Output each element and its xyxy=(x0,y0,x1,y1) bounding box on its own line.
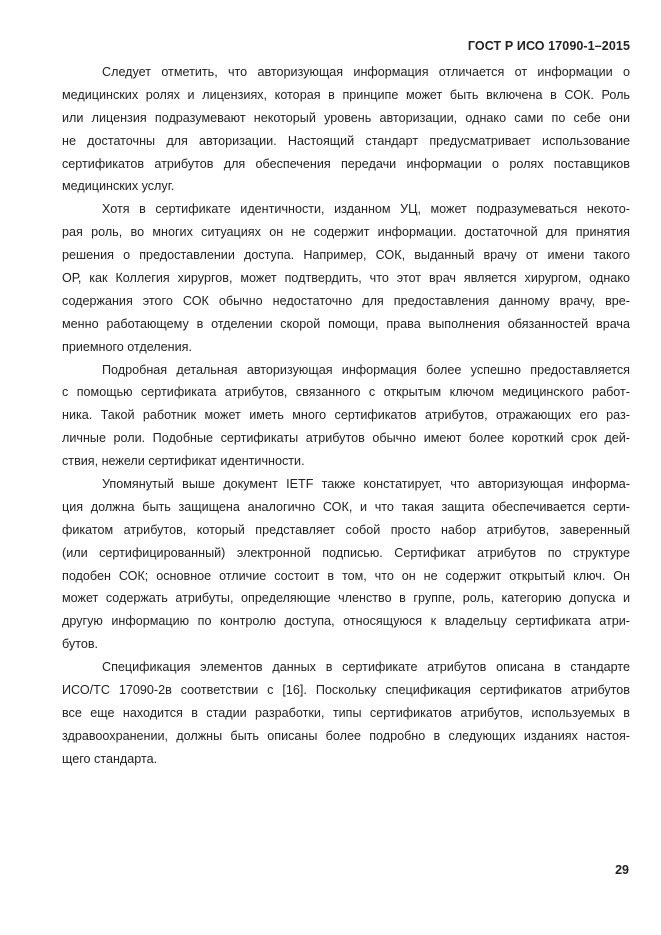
text-line: не достаточны для авторизации. Настоящий стандарт предусматривает использование xyxy=(62,133,630,148)
text-line: может содержать атрибуты, определяющие членство в группе, роль, категорию допуска и xyxy=(62,591,630,606)
text-line: приемного отделения. xyxy=(62,339,192,354)
text-line: здравоохранении, должны быть описаны более подробно в следующих изданиях настоя- xyxy=(62,728,630,743)
text-line: подобен СОК; основное отличие состоит в том, что он не содержит открытый ключ. Он xyxy=(62,568,630,583)
text-line: щего стандарта. xyxy=(62,751,158,766)
text-line: Хотя в сертификате идентичности, изданном УЦ, может подразумеваться некото- xyxy=(102,202,630,217)
text-line: рая роль, во многих ситуациях он не содержит информации. достаточной для принятия xyxy=(62,225,630,240)
text-line: фикатом атрибутов, который представляет собой просто набор атрибутов, заверенный xyxy=(62,522,630,537)
text-line: другую информацию по контролю доступа, относящуюся к владельцу сертификата атри- xyxy=(62,614,630,629)
text-line: с помощью сертификата атрибутов, связанного с открытым ключом медицинского работ- xyxy=(62,385,630,400)
text-line: менно работающему в отделении скорой помощи, права выполнения обязанностей врача xyxy=(62,316,630,331)
text-line: медицинских ролях и лицензиях, которая в принципе может быть включена в СОК. Роль xyxy=(62,87,630,102)
text-line: Спецификация элементов данных в сертификате атрибутов описана в стандарте xyxy=(102,660,630,675)
paragraph-data-elements-specification xyxy=(62,656,630,770)
text-line: ствия, нежели сертификат идентичности. xyxy=(62,454,305,469)
standard-code: ГОСТ Р ИСО 17090-1–2015 xyxy=(467,39,630,53)
text-line: (или сертифицированный) электронной подписью. Сертификат атрибутов по структуре xyxy=(62,545,630,560)
text-line: решения о предоставлении доступа. Например, СОК, выданный врачу от имени такого xyxy=(62,248,630,263)
page-number: 29 xyxy=(615,863,629,877)
text-line: Подробная детальная авторизующая информация более успешно предоставляется xyxy=(102,362,630,377)
document-body xyxy=(62,61,630,771)
text-line: Упомянутый выше документ IETF также констатирует, что авторизующая информа- xyxy=(102,477,630,492)
text-line: ция должна быть защищена аналогично СОК, и что такая защита обеспечивается серти- xyxy=(62,499,630,514)
paragraph-authorization-vs-roles xyxy=(62,61,630,198)
text-line: ОР, как Коллегия хирургов, может подтвердить, что этот врач является хирургом, однако xyxy=(62,271,630,286)
text-line: все еще находится в стадии разработки, типы сертификатов атрибутов, используемых в xyxy=(62,705,630,720)
text-line: бутов. xyxy=(62,637,99,652)
text-line: содержания этого СОК обычно недостаточно для предоставления данному врачу, вре- xyxy=(62,293,630,308)
text-line: личные роли. Подобные сертификаты атрибутов обычно имеют более короткий срок дей- xyxy=(62,431,630,446)
text-line: медицинских услуг. xyxy=(62,179,175,194)
text-line: Следует отметить, что авторизующая информация отличается от информации о xyxy=(102,65,630,79)
paragraph-ietf-document xyxy=(62,473,630,656)
text-line: ИСО/ТС 17090-2в соответствии с [16]. Поскольку спецификация сертификатов атрибутов xyxy=(62,683,630,698)
document-header xyxy=(468,39,630,53)
text-line: ника. Такой работник может иметь много сертификатов атрибутов, отражающих его раз- xyxy=(62,408,630,423)
text-line: сертификатов атрибутов для обеспечения передачи информации о ролях поставщиков xyxy=(62,156,630,171)
paragraph-attribute-certificates xyxy=(62,359,630,473)
paragraph-identity-certificate xyxy=(62,198,630,358)
text-line: или лицензия подразумевают некоторый уровень авторизации, однако сами по себе они xyxy=(62,110,630,125)
